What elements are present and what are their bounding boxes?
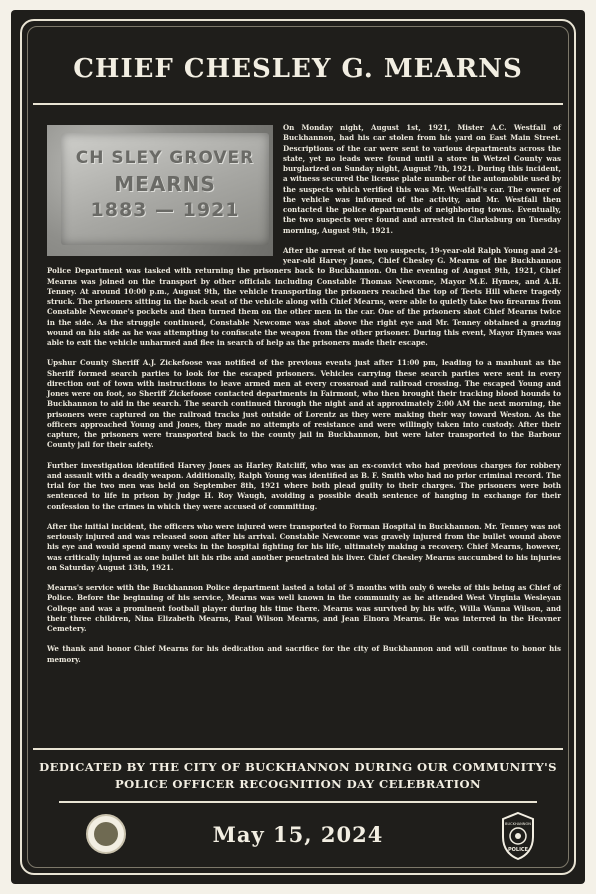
paragraph-3: Upshur County Sheriff A.J. Zickefoose was notified of the previous events just after 11:00 pm, leading to a manhunt as the Sheriff formed search parties to look for the escaped prisoners. Vehicles carrying these search parties were sent in every direction out of town with instructions to leave armed men at every crossroad and railroad crossing. The escaped Young and Jones were on foot, so Sheriff Zickefoose contacted departments in Fairmont, who then brought their tracking blood hounds to Buckhannon to aid in the search. The search continued through the night and at approximately 2:00 AM the next morning, the prisoners were captured on the railroad tracks just outside of Lorentz as they were making their way toward Weston. As the officers approached Young and Jones, they made no attempts of resistance and were willingly taken into custody. After their capture, the prisoners were transported back to the county jail in Buckhannon, but were later transported to the Barbour County jail for their safety. bbox=[47, 358, 561, 450]
gravestone-name-line: CH SLEY GROVER bbox=[75, 148, 255, 168]
gravestone-surname-line: MEARNS bbox=[114, 172, 216, 196]
paragraph-1 bbox=[47, 123, 561, 236]
plaque-body bbox=[47, 123, 561, 675]
dedication-date: May 15, 2024 bbox=[212, 822, 384, 847]
paragraph-2: After the arrest of the two suspects, 19-year-old Ralph Young and 24-year-old Harvey Jones, Chief Chesley G. Mearns of the Buckhannon Police Department was tasked with returning the prisoners back to Buckhannon. On the evening of August 9th, 1921, Chief Mearns was joined on the transport by other officials including Constable Thomas Newcome, Mayor M.E. Hymes, and A.H. Tenney. At around 10:00 p.m., August 9th, the vehicle transporting the prisoners reached the top of Teets Hill where tragedy struck. The prisoners sitting in the back seat of the vehicle along with Chief Mearns, were able to quietly take two firearms from Constable Newcome's pockets and then turned them on the other men in the car. One of the prisoners shot Chief Mearns twice in the side. As the struggle continued, Constable Newcome was shot above the right eye and Mr. Tenney obtained a grazing wound on his side as he was attempting to confiscate the weapon from the other prisoner. During this event, Mayor Hymes was able to exit the vehicle unharmed and flee in search of help as the prisoners made their escape. bbox=[47, 245, 561, 347]
paragraph-7: We thank and honor Chief Mearns for his dedication and sacrifice for the city of Buckhannon and will continue to honor his memory. bbox=[47, 644, 561, 664]
memorial-plaque bbox=[11, 10, 585, 884]
dedication-top-divider bbox=[33, 748, 563, 750]
dedication-bottom-divider bbox=[59, 801, 537, 803]
title-divider bbox=[33, 103, 563, 105]
gravestone-dates-line: 1883 — 1921 bbox=[90, 199, 240, 221]
gravestone-photo bbox=[47, 125, 273, 256]
dedication-line-1: DEDICATED BY THE CITY OF BUCKHANNON DURING OUR COMMUNITY'S bbox=[39, 760, 557, 774]
paragraph-5: After the initial incident, the officers who were injured were transported to Forman Hospital in Buckhannon. Mr. Tenney was not seriously injured and was released soon after his arrival. Constable Newcome was gravely injured from the bullet wound above his eye and would spend many weeks in the hospital fighting for his life, ultimately making a recovery. Chief Mearns, however, was critically injured as one bullet hit his ribs and another penetrated his liver. Chief Chesley Mearns succumbed to his injuries on Saturday August 13th, 1921. bbox=[47, 521, 561, 572]
paragraph-6: Mearns's service with the Buckhannon Police department lasted a total of 5 months with only 6 weeks of this being as Chief of Police. Before the beginning of his service, Mearns was well known in the community as he attended West Virginia Wesleyan College and was a prominent football player during his time there. Mearns was survived by his wife, Willa Wanna Wilson, and their three children, Nina Elizabeth Mearns, Paul Wilson Mearns, and Jean Elnora Mearns. He was interred in the Heavner Cemetery. bbox=[47, 583, 561, 633]
plaque-title: CHIEF CHESLEY G. MEARNS bbox=[73, 54, 523, 84]
badge-bottom-text: POLICE bbox=[507, 847, 529, 853]
dedication-line-2: POLICE OFFICER RECOGNITION DAY CELEBRATION bbox=[115, 777, 481, 791]
gravestone bbox=[61, 133, 269, 245]
badge-top-text: BUCKHANNON bbox=[504, 822, 532, 826]
dedication bbox=[11, 759, 585, 793]
paragraph-1-text: On Monday night, August 1st, 1921, Mister A.C. Westfall of Buckhannon, had his car stolen from his yard on East Main Street. Descriptions of the car were sent to various departments across the state, yet no leads were found until a store in Wetzel County was burglarized on Sunday night, August 7th, 1921. During this incident, a witness secured the license plate number of the automobile used by the suspects which verified this was Mr. Westfall's car. The owner of the vehicle was informed of the activity, and Mr. Westfall then contacted the police departments of neighboring towns. Eventually, the two suspects were found and arrested in Clarksburg on Tuesday morning, August 9th, 1921. bbox=[283, 123, 561, 235]
paragraph-4: Further investigation identified Harvey Jones as Harley Ratcliff, who was an ex-convict who had previous charges for robbery and assault with a deadly weapon. Additionally, Ralph Young was identified as B. F. Smith who had no prior criminal record. The trial for the two men was held on September 8th, 1921 where both plead guilty to their charges. The prisoners were both sentenced to life in prison by Judge H. Roy Waugh, avoiding a possible death sentence of hanging in exchange for their confession to the crimes in which they were accused of committing. bbox=[47, 460, 561, 511]
police-badge-icon bbox=[500, 811, 536, 861]
